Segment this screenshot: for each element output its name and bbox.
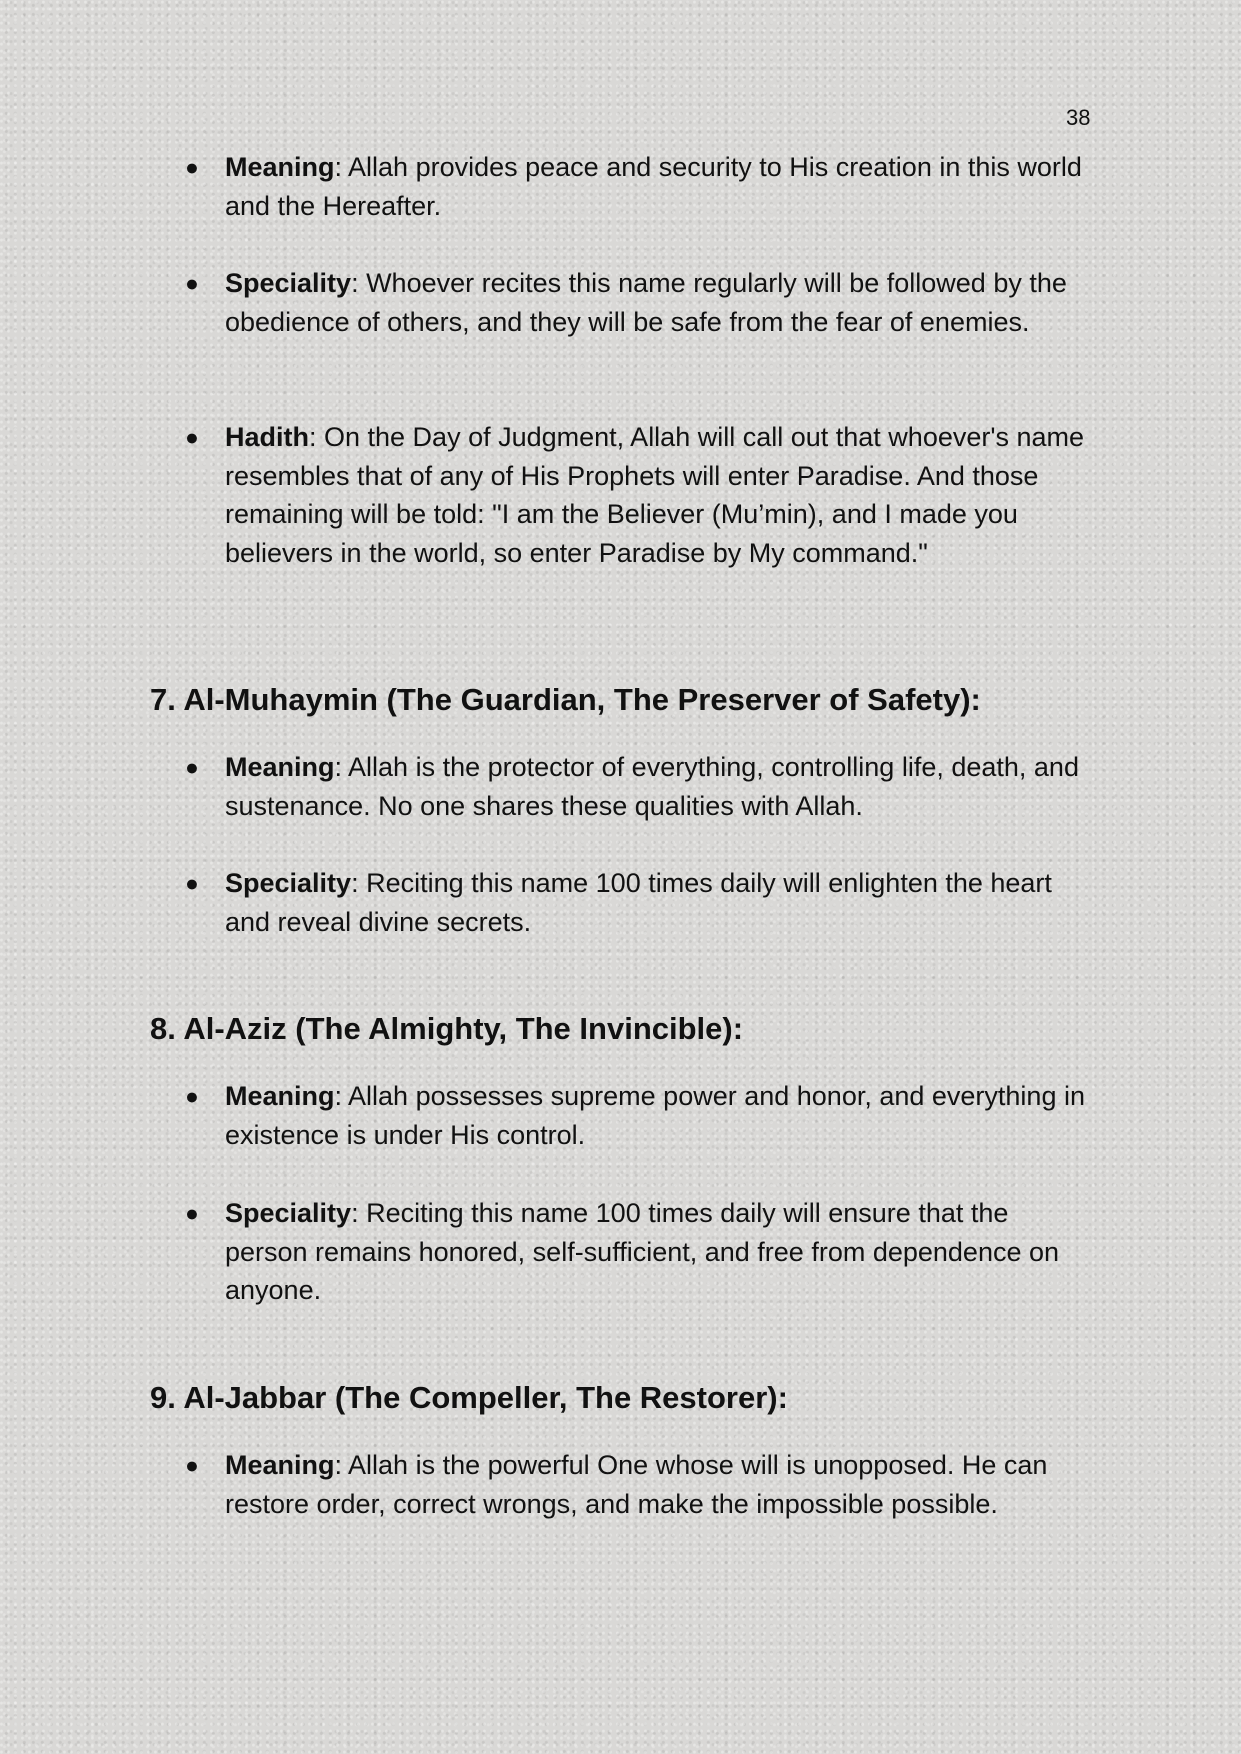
bullet-icon: ● [185,154,199,180]
bullet-icon: ● [185,1452,199,1478]
speciality-label: Speciality [225,868,352,898]
meaning-label: Meaning [225,1081,335,1111]
meaning-label: Meaning [225,152,335,182]
hadith-text: : On the Day of Judgment, Allah will call out that whoever's name resembles that of any of His Prophets will enter Paradise. And those remaining will be told: "I am the Believer (Mu’min), and I made you believers in the world, so enter Paradise by My command." [225,422,1085,569]
meaning-text: : Allah is the protector of everything, controlling life, death, and sustenance. No one shares these qualities with Allah. [225,752,1079,821]
meaning-text: : Allah is the powerful One whose will is unopposed. He can restore order, correct wrongs, and make the impossible possible. [225,1450,1048,1519]
hadith-label: Hadith [225,422,309,452]
speciality-label: Speciality [225,1198,352,1228]
heading-al-aziz: 8. Al-Aziz (The Almighty, The Invincible): [150,1011,744,1046]
meaning-label: Meaning [225,752,335,782]
aziz-speciality-item [185,1194,1090,1310]
mumin-meaning-item [185,148,1090,225]
bullet-icon: ● [185,754,199,780]
speciality-text: : Reciting this name 100 times daily will ensure that the person remains honored, self-sufficient, and free from dependence on anyone. [225,1198,1060,1306]
jabbar-meaning-item [185,1446,1090,1523]
aziz-meaning-item [185,1077,1090,1154]
heading-al-muhaymin: 7. Al-Muhaymin (The Guardian, The Preserver of Safety): [150,682,981,717]
bullet-icon: ● [185,1083,199,1109]
bullet-icon: ● [185,1200,199,1226]
speciality-text: : Reciting this name 100 times daily will enlighten the heart and reveal divine secrets. [225,868,1052,937]
page-number: 38 [1066,105,1091,130]
meaning-text: : Allah possesses supreme power and honor, and everything in existence is under His control. [225,1081,1085,1150]
speciality-text: : Whoever recites this name regularly will be followed by the obedience of others, and they will be safe from the fear of enemies. [225,268,1067,337]
bullet-icon: ● [185,870,199,896]
meaning-text: : Allah provides peace and security to His creation in this world and the Hereafter. [225,152,1082,221]
heading-al-jabbar: 9. Al-Jabbar (The Compeller, The Restorer): [150,1380,788,1415]
mumin-hadith-item [185,418,1090,573]
speciality-label: Speciality [225,268,352,298]
bullet-icon: ● [185,270,199,296]
muhaymin-meaning-item [185,748,1090,825]
muhaymin-speciality-item [185,864,1090,941]
bullet-icon: ● [185,424,199,450]
meaning-label: Meaning [225,1450,335,1480]
mumin-speciality-item [185,264,1090,341]
